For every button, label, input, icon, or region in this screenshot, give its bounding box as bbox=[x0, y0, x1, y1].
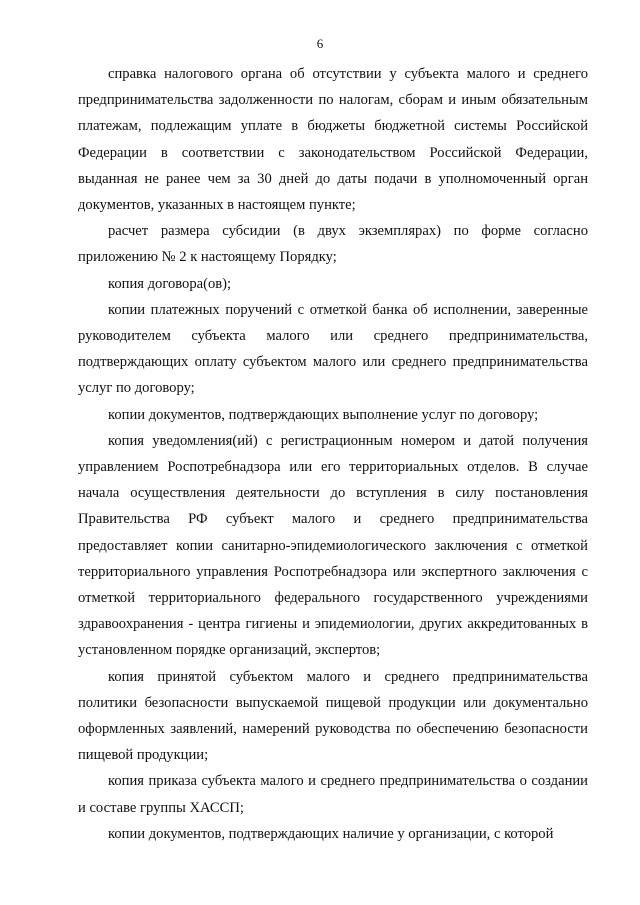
paragraph-haccp-order: копия приказа субъекта малого и среднего предпринимательства о создании и составе группы ХАССП; bbox=[78, 773, 588, 816]
paragraph-tax-certificate: справка налогового органа об отсутствии у субъекта малого и среднего предпринимательства задолженности по налогам, сборам и иным обязательным платежам, подлежащим уплате в бюджеты бюджетной системы Российской Федерации в соответствии с законодательством Российской Федерации, выданная не ранее чем за 30 дней до даты подачи в уполномоченный орган документов, указанных в настоящем пункте; bbox=[78, 66, 588, 214]
paragraph-payment-orders: копии платежных поручений с отметкой банка об исполнении, заверенные руководителем субъекта малого или среднего предпринимательства, подтверждающих оплату субъектом малого или среднего предпринимательства услуг по договору; bbox=[78, 301, 588, 397]
paragraph-subsidy-calculation: расчет размера субсидии (в двух экземплярах) по форме согласно приложению № 2 к настоящему Порядку; bbox=[78, 223, 588, 266]
paragraph-contract-copy: копия договора(ов); bbox=[108, 275, 232, 292]
paragraph-organization-documents: копии документов, подтверждающих наличие у организации, с которой bbox=[108, 825, 554, 842]
page-number: 6 bbox=[316, 36, 324, 51]
paragraph-notification-copy: копия уведомления(ий) с регистрационным номером и датой получения управлением Роспотребнадзора или его территориальных отделов. В случае начала осуществления деятельности до вступления в силу постановления Правительства РФ субъект малого и среднего предпринимательства предоставляет копии санитарно-эпидемиологического заключения с отметкой территориального управления Роспотребнадзора или экспертного заключения с отметкой территориального федерального государственного учреждениями здравоохранения - центра гигиены и эпидемиологии, других аккредитованных в установленном порядке организаций, экспертов; bbox=[78, 432, 588, 659]
paragraph-safety-policy: копия принятой субъектом малого и среднего предпринимательства политики безопасности выпускаемой пищевой продукции или документально оформленных заявлений, намерений руководства по обеспечению безопасности пищевой продукции; bbox=[78, 668, 588, 764]
paragraph-service-documents: копии документов, подтверждающих выполнение услуг по договору; bbox=[108, 406, 539, 423]
document-body bbox=[78, 61, 588, 847]
